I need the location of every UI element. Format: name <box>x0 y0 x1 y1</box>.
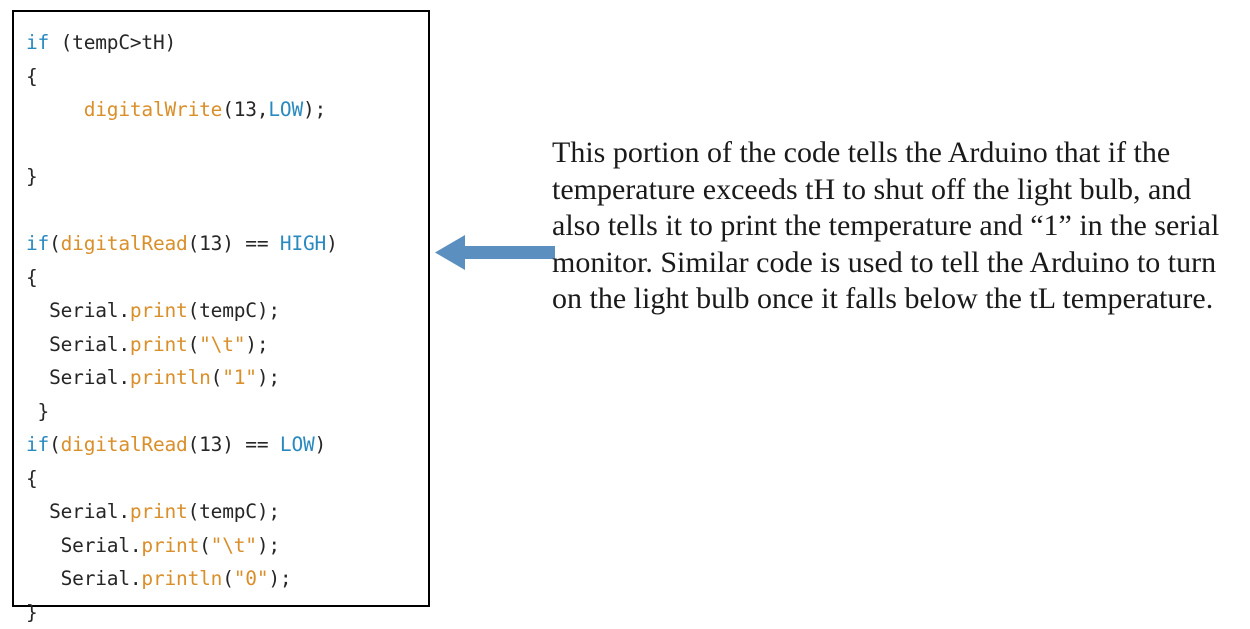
code-line <box>26 93 424 127</box>
code-line <box>26 194 424 228</box>
code-token: HIGH <box>280 232 326 255</box>
code-line <box>26 596 424 629</box>
code-token: ); <box>257 534 280 557</box>
code-line <box>26 361 424 395</box>
code-token: . <box>118 366 130 389</box>
code-token: print <box>130 500 188 523</box>
code-token: } <box>26 601 38 624</box>
code-token: if <box>26 232 49 255</box>
code-token: LOW <box>280 433 315 456</box>
code-line <box>26 562 424 596</box>
code-token: . <box>118 299 130 322</box>
code-token: { <box>26 266 38 289</box>
code-token: ); <box>245 333 268 356</box>
code-line <box>26 294 424 328</box>
code-block-panel <box>12 10 430 607</box>
code-token: "0" <box>234 567 269 590</box>
code-token: ); <box>257 366 280 389</box>
code-line <box>26 328 424 362</box>
code-token: ( <box>49 232 61 255</box>
code-token: digitalRead <box>61 433 188 456</box>
code-token: . <box>118 333 130 356</box>
code-token: ( <box>211 366 223 389</box>
code-line <box>26 127 424 161</box>
code-token: ( <box>222 567 234 590</box>
code-token: (tempC); <box>188 299 280 322</box>
code-line <box>26 529 424 563</box>
code-token: "\t" <box>199 333 245 356</box>
code-token: Serial <box>26 366 118 389</box>
code-token: ); <box>268 567 291 590</box>
code-token: (tempC>tH) <box>49 31 176 54</box>
code-token: print <box>141 534 199 557</box>
code-token: (13) == <box>188 232 280 255</box>
code-token: (13, <box>222 98 268 121</box>
code-token: digitalRead <box>61 232 188 255</box>
code-line <box>26 395 424 429</box>
code-line <box>26 60 424 94</box>
code-line <box>26 462 424 496</box>
code-token: } <box>26 400 49 423</box>
code-line <box>26 160 424 194</box>
code-token: (13) == <box>188 433 280 456</box>
code-token: "1" <box>222 366 257 389</box>
code-token: ) <box>315 433 327 456</box>
code-token: Serial <box>26 500 118 523</box>
code-token: Serial <box>26 534 130 557</box>
code-token <box>26 98 84 121</box>
code-token: Serial <box>26 299 118 322</box>
code-token: Serial <box>26 567 130 590</box>
code-token: println <box>141 567 222 590</box>
code-token: . <box>118 500 130 523</box>
code-token: "\t" <box>211 534 257 557</box>
code-token: print <box>130 299 188 322</box>
code-listing <box>26 26 424 629</box>
code-token: . <box>130 567 142 590</box>
code-token: println <box>130 366 211 389</box>
code-line <box>26 26 424 60</box>
code-token: . <box>130 534 142 557</box>
code-line <box>26 495 424 529</box>
code-token: Serial <box>26 333 118 356</box>
code-token: ( <box>199 534 211 557</box>
code-line <box>26 261 424 295</box>
code-token: { <box>26 65 38 88</box>
code-line <box>26 227 424 261</box>
code-token: ( <box>49 433 61 456</box>
description-text: This portion of the code tells the Arduino that if the temperature exceeds tH to shut off the light bulb, and also tells it to print the temperature and “1” in the serial monitor. Similar code is used to tell the Arduino to turn on the light bulb once it falls below the tL temperature. <box>552 135 1224 318</box>
code-token: ); <box>303 98 326 121</box>
code-token: ) <box>326 232 338 255</box>
code-line <box>26 428 424 462</box>
code-token: { <box>26 467 38 490</box>
code-token: digitalWrite <box>84 98 222 121</box>
code-token: print <box>130 333 188 356</box>
code-token: if <box>26 433 49 456</box>
code-token: ( <box>188 333 200 356</box>
pointer-arrow-icon <box>430 232 555 274</box>
code-token: } <box>26 165 38 188</box>
code-token: if <box>26 31 49 54</box>
code-token: (tempC); <box>188 500 280 523</box>
code-token: LOW <box>268 98 303 121</box>
